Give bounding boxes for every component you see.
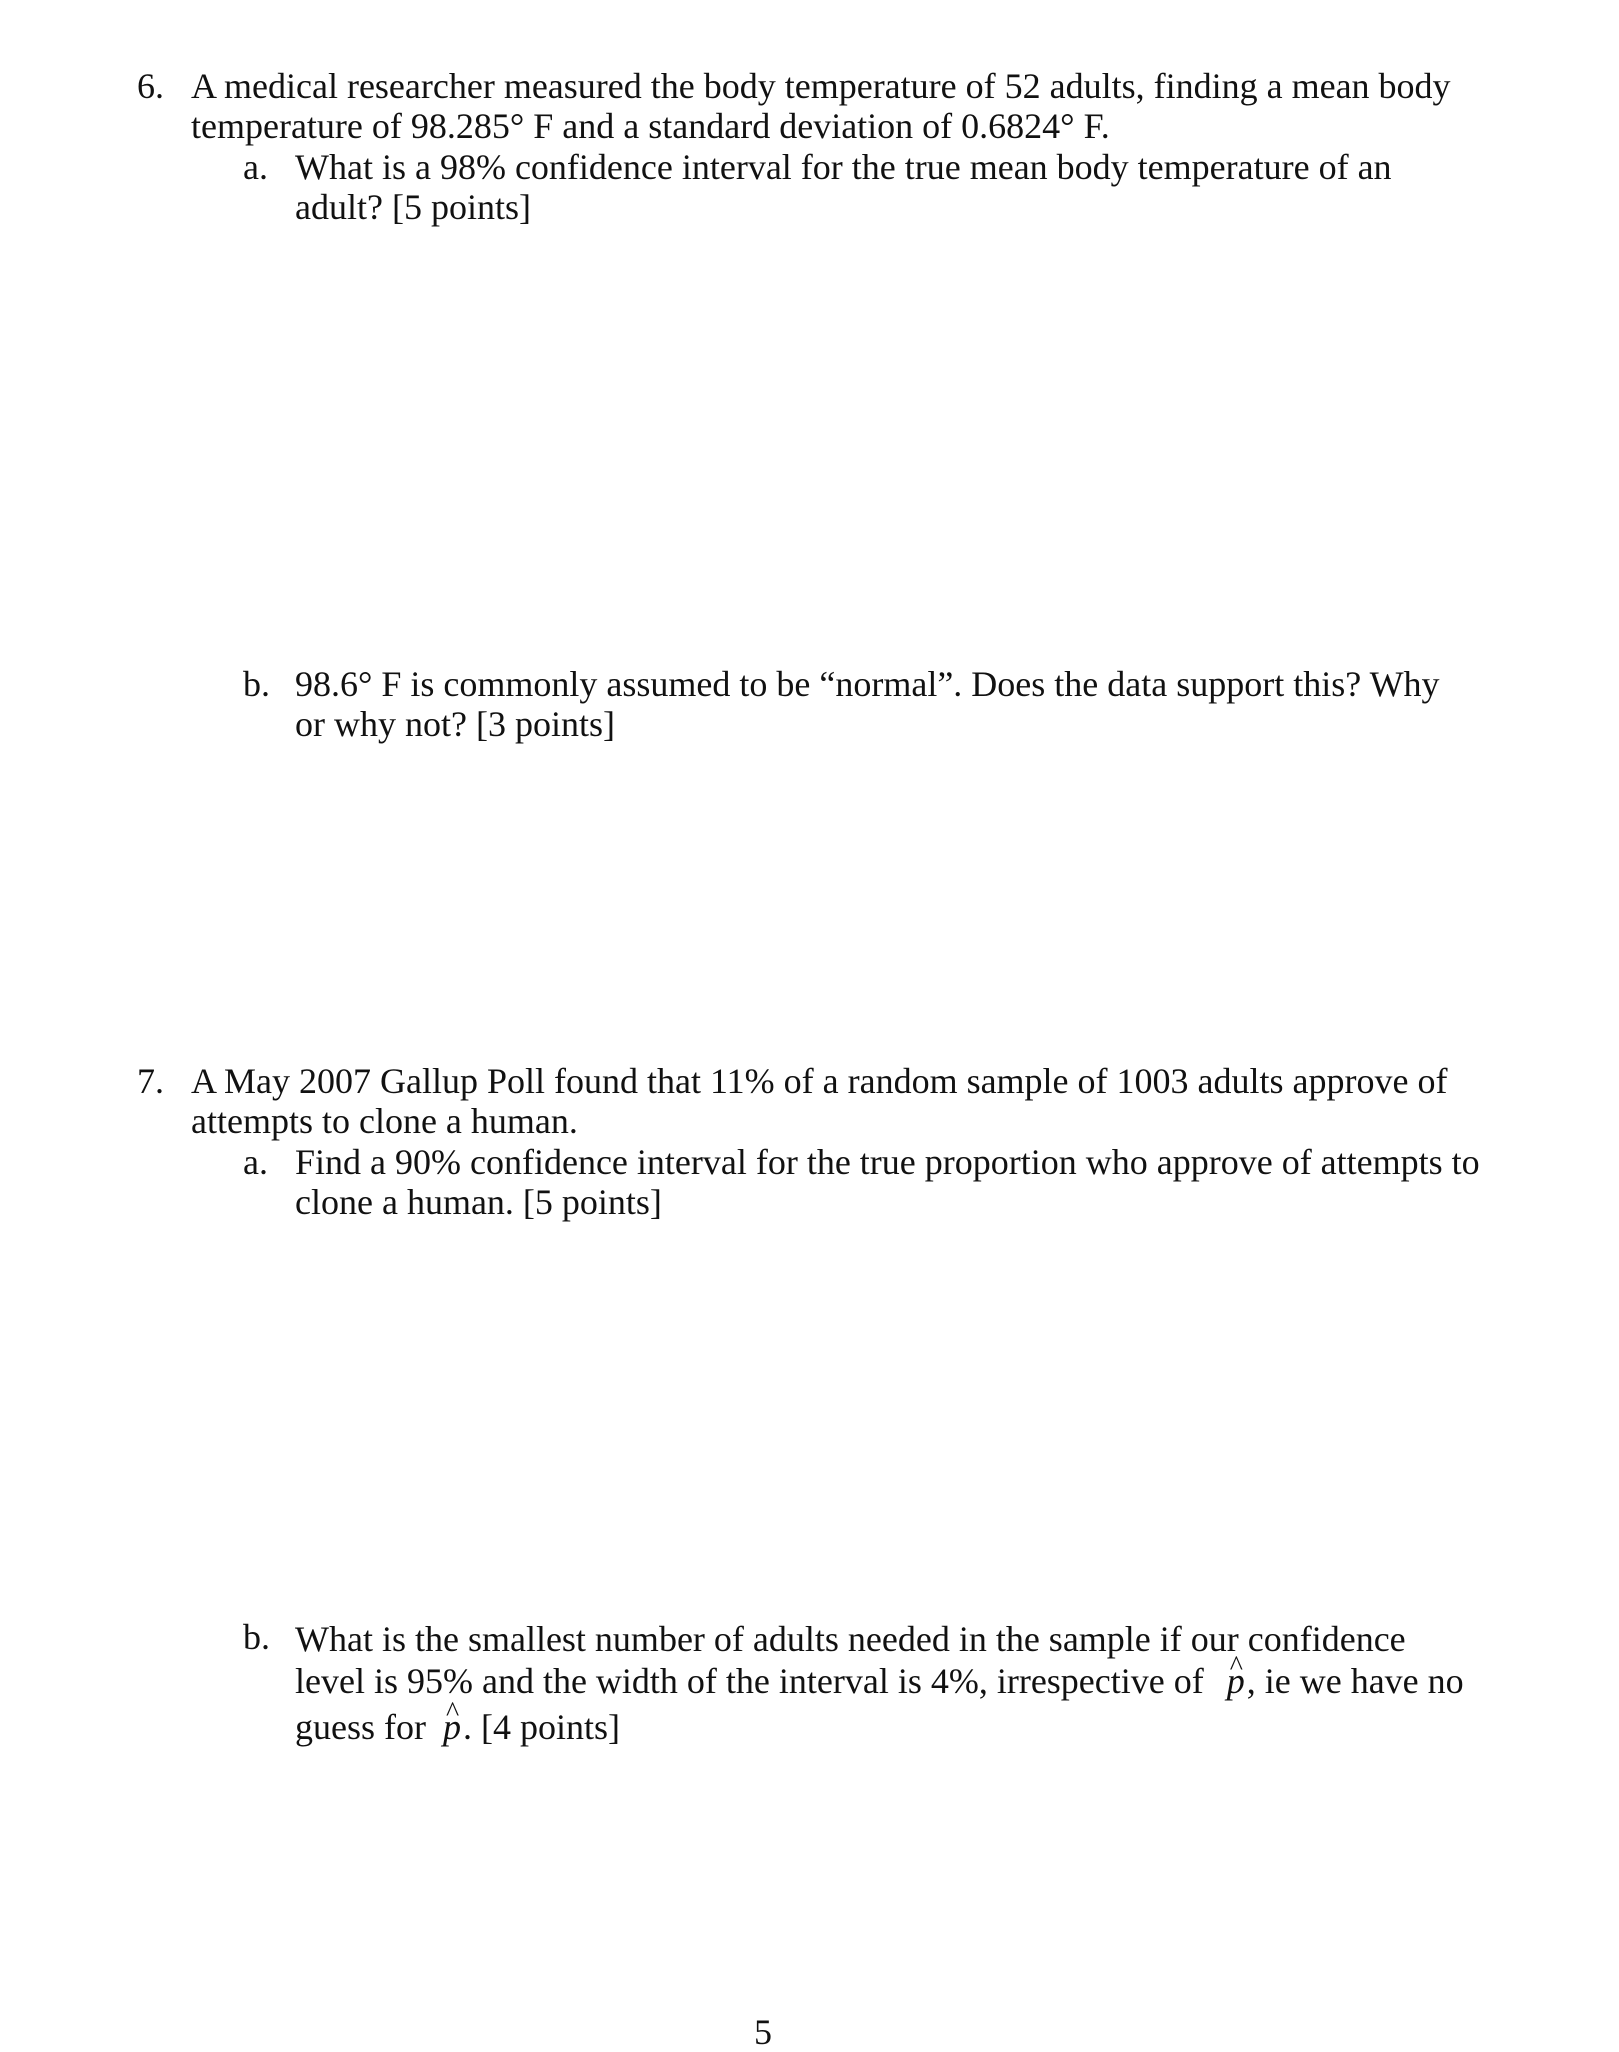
question-7b-line-2-end: , ie we have no (1246, 1661, 1464, 1701)
question-6a-letter: a. (243, 147, 268, 187)
question-7b-line-2-start: level is 95% and the width of the interval is 4%, irrespective of (295, 1661, 1204, 1701)
question-7a-line-1: Find a 90% confidence interval for the true proportion who approve of attempts to (295, 1142, 1480, 1182)
question-6b-line-2: or why not? [3 points] (295, 704, 615, 744)
question-6a-text (295, 147, 1392, 227)
question-7b-line-3 (295, 1705, 1464, 1745)
question-7a-text (295, 1142, 1480, 1222)
p-hat-symbol: ^ p (1227, 1659, 1245, 1703)
question-7-number: 7. (137, 1061, 164, 1101)
question-6b-line-1: 98.6° F is commonly assumed to be “normal”. Does the data support this? Why (295, 664, 1440, 704)
question-7b-line-1: What is the smallest number of adults needed in the sample if our confidence (295, 1619, 1406, 1659)
question-6-number: 6. (137, 66, 164, 106)
question-7b-line-3-end: . [4 points] (462, 1707, 620, 1747)
question-7b-line-2 (295, 1659, 1464, 1705)
question-6-text (191, 66, 1451, 146)
p-hat-symbol-2: ^ p (443, 1705, 461, 1749)
page-number: 5 (754, 2012, 772, 2052)
question-7a-letter: a. (243, 1142, 268, 1182)
question-7b-line-3-start: guess for (295, 1707, 426, 1747)
question-6b-letter: b. (243, 664, 270, 704)
question-6a-line-2: adult? [5 points] (295, 187, 531, 227)
question-7a-line-2: clone a human. [5 points] (295, 1182, 662, 1222)
question-6-line-2: temperature of 98.285° F and a standard deviation of 0.6824° F. (191, 106, 1110, 146)
question-7b-letter: b. (243, 1617, 270, 1657)
question-7-text (191, 1061, 1447, 1141)
question-7b-text (295, 1617, 1464, 1745)
question-6a-line-1: What is a 98% confidence interval for the true mean body temperature of an (295, 147, 1392, 187)
question-6b-text (295, 664, 1440, 744)
question-7-line-2: attempts to clone a human. (191, 1101, 578, 1141)
question-7-line-1: A May 2007 Gallup Poll found that 11% of a random sample of 1003 adults approve of (191, 1061, 1448, 1101)
question-6-line-1: A medical researcher measured the body temperature of 52 adults, finding a mean body (191, 66, 1451, 106)
